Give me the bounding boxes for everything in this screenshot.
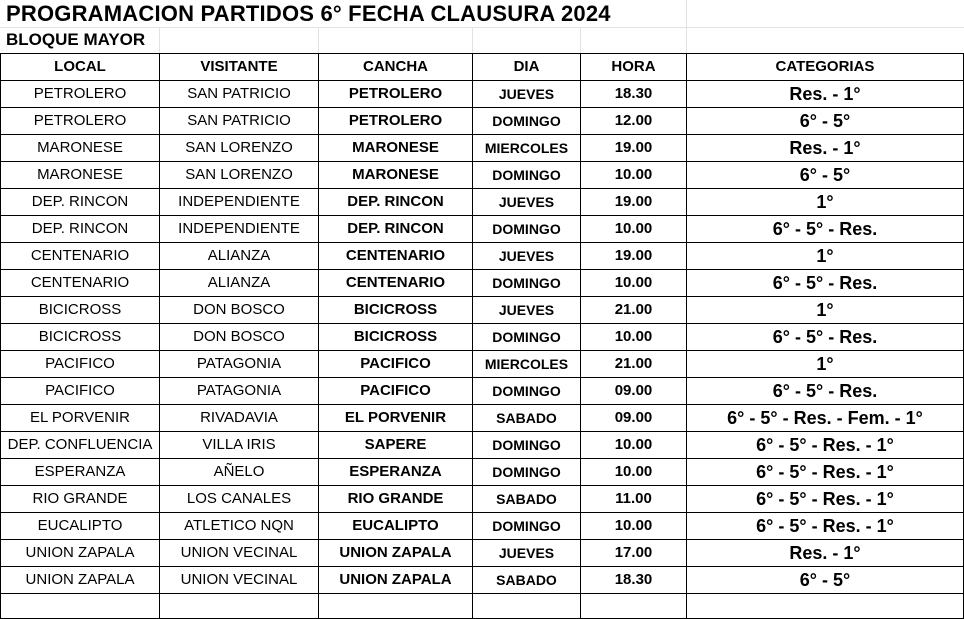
local-cell[interactable]: PETROLERO [1,108,160,135]
gridline [686,27,687,53]
table-row [1,351,964,378]
table-row [1,432,964,459]
local-cell[interactable]: UNION ZAPALA [1,540,160,567]
local-cell[interactable]: CENTENARIO [1,243,160,270]
hora-cell[interactable]: 19.00 [581,135,687,162]
table-row [1,81,964,108]
table-row [1,324,964,351]
categorias-cell[interactable]: 6° - 5° - Res. - 1° [687,432,964,459]
categorias-cell[interactable]: 6° - 5° - Res. - 1° [687,459,964,486]
categorias-cell[interactable]: 6° - 5° - Res. [687,270,964,297]
visitante-cell[interactable]: ALIANZA [160,270,319,297]
categorias-cell[interactable]: Res. - 1° [687,135,964,162]
cancha-cell[interactable]: EL PORVENIR [319,405,473,432]
cancha-cell[interactable]: PETROLERO [319,108,473,135]
categorias-cell[interactable]: 6° - 5° [687,567,964,594]
visitante-cell[interactable]: SAN LORENZO [160,135,319,162]
visitante-cell[interactable]: INDEPENDIENTE [160,216,319,243]
categorias-cell[interactable]: 6° - 5° - Res. [687,324,964,351]
empty-cell[interactable] [581,594,687,619]
column-header-local[interactable]: LOCAL [1,54,160,81]
gridline [686,0,687,27]
dia-cell[interactable]: MIERCOLES [473,351,581,378]
dia-cell[interactable]: DOMINGO [473,162,581,189]
visitante-cell[interactable]: SAN LORENZO [160,162,319,189]
categorias-cell[interactable]: 1° [687,189,964,216]
column-header-hora[interactable]: HORA [581,54,687,81]
local-cell[interactable]: EL PORVENIR [1,405,160,432]
table-row [1,486,964,513]
visitante-cell[interactable]: DON BOSCO [160,297,319,324]
visitante-cell[interactable]: DON BOSCO [160,324,319,351]
categorias-cell[interactable]: 6° - 5° - Res. - 1° [687,513,964,540]
page-subtitle: BLOQUE MAYOR [6,30,146,49]
local-cell[interactable]: PACIFICO [1,378,160,405]
categorias-cell[interactable]: 6° - 5° - Res. [687,216,964,243]
table-row [1,243,964,270]
table-row [1,162,964,189]
gridline [318,27,319,53]
schedule-table [0,53,964,619]
local-cell[interactable]: ESPERANZA [1,459,160,486]
visitante-cell[interactable]: VILLA IRIS [160,432,319,459]
cancha-cell[interactable]: PACIFICO [319,351,473,378]
local-cell[interactable]: MARONESE [1,162,160,189]
hora-cell[interactable]: 09.00 [581,405,687,432]
dia-cell[interactable]: DOMINGO [473,378,581,405]
dia-cell[interactable]: DOMINGO [473,432,581,459]
hora-cell[interactable]: 11.00 [581,486,687,513]
cancha-cell[interactable]: PACIFICO [319,378,473,405]
dia-cell[interactable]: JUEVES [473,189,581,216]
cancha-cell[interactable]: ESPERANZA [319,459,473,486]
empty-cell[interactable] [473,594,581,619]
dia-cell[interactable]: DOMINGO [473,216,581,243]
local-cell[interactable]: PETROLERO [1,81,160,108]
table-row [1,567,964,594]
cancha-cell[interactable]: CENTENARIO [319,243,473,270]
dia-cell[interactable]: DOMINGO [473,324,581,351]
local-cell[interactable]: BICICROSS [1,297,160,324]
categorias-cell[interactable]: 6° - 5° - Res. [687,378,964,405]
table-row [1,108,964,135]
cancha-cell[interactable]: UNION ZAPALA [319,540,473,567]
cancha-cell[interactable]: SAPERE [319,432,473,459]
local-cell[interactable]: RIO GRANDE [1,486,160,513]
visitante-cell[interactable]: UNION VECINAL [160,567,319,594]
cancha-cell[interactable]: MARONESE [319,162,473,189]
visitante-cell[interactable]: PATAGONIA [160,378,319,405]
categorias-cell[interactable]: 6° - 5° [687,108,964,135]
table-row [1,270,964,297]
hora-cell[interactable]: 21.00 [581,351,687,378]
table-body [1,81,964,619]
header-row [1,54,964,81]
page-title: PROGRAMACION PARTIDOS 6° FECHA CLAUSURA 2024 [6,1,611,26]
table-row [1,216,964,243]
table-row [1,540,964,567]
local-cell[interactable]: BICICROSS [1,324,160,351]
categorias-cell[interactable]: 1° [687,297,964,324]
visitante-cell[interactable]: SAN PATRICIO [160,108,319,135]
dia-cell[interactable]: JUEVES [473,81,581,108]
visitante-cell[interactable]: INDEPENDIENTE [160,189,319,216]
dia-cell[interactable]: SABADO [473,567,581,594]
cancha-cell[interactable]: UNION ZAPALA [319,567,473,594]
dia-cell[interactable]: DOMINGO [473,270,581,297]
hora-cell[interactable]: 10.00 [581,513,687,540]
cancha-cell[interactable]: RIO GRANDE [319,486,473,513]
hora-cell[interactable]: 21.00 [581,297,687,324]
empty-cell[interactable] [160,594,319,619]
column-header-dia[interactable]: DIA [473,54,581,81]
cancha-cell[interactable]: PETROLERO [319,81,473,108]
visitante-cell[interactable]: LOS CANALES [160,486,319,513]
cancha-cell[interactable]: EUCALIPTO [319,513,473,540]
categorias-cell[interactable]: 6° - 5° [687,162,964,189]
empty-row [1,594,964,619]
cancha-cell[interactable]: CENTENARIO [319,270,473,297]
empty-cell[interactable] [1,594,160,619]
categorias-cell[interactable]: 6° - 5° - Res. - Fem. - 1° [687,405,964,432]
hora-cell[interactable]: 10.00 [581,270,687,297]
visitante-cell[interactable]: PATAGONIA [160,351,319,378]
local-cell[interactable]: EUCALIPTO [1,513,160,540]
cancha-cell[interactable]: BICICROSS [319,297,473,324]
dia-cell[interactable]: DOMINGO [473,459,581,486]
table-row [1,405,964,432]
hora-cell[interactable]: 10.00 [581,432,687,459]
hora-cell[interactable]: 12.00 [581,108,687,135]
visitante-cell[interactable]: AÑELO [160,459,319,486]
local-cell[interactable]: CENTENARIO [1,270,160,297]
dia-cell[interactable]: JUEVES [473,540,581,567]
categorias-cell[interactable]: Res. - 1° [687,81,964,108]
empty-cell[interactable] [687,594,964,619]
hora-cell[interactable]: 09.00 [581,378,687,405]
table-row [1,378,964,405]
visitante-cell[interactable]: ATLETICO NQN [160,513,319,540]
gridline [472,27,473,53]
hora-cell[interactable]: 19.00 [581,189,687,216]
table-row [1,189,964,216]
dia-cell[interactable]: JUEVES [473,297,581,324]
table-row [1,513,964,540]
visitante-cell[interactable]: UNION VECINAL [160,540,319,567]
visitante-cell[interactable]: ALIANZA [160,243,319,270]
hora-cell[interactable]: 18.30 [581,567,687,594]
hora-cell[interactable]: 19.00 [581,243,687,270]
gridline [159,27,160,53]
dia-cell[interactable]: SABADO [473,405,581,432]
hora-cell[interactable]: 10.00 [581,162,687,189]
table-row [1,135,964,162]
hora-cell[interactable]: 17.00 [581,540,687,567]
local-cell[interactable]: UNION ZAPALA [1,567,160,594]
local-cell[interactable]: PACIFICO [1,351,160,378]
visitante-cell[interactable]: SAN PATRICIO [160,81,319,108]
cancha-cell[interactable]: DEP. RINCON [319,189,473,216]
gridline [580,27,581,53]
hora-cell[interactable]: 18.30 [581,81,687,108]
cancha-cell[interactable]: MARONESE [319,135,473,162]
column-header-cancha[interactable]: CANCHA [319,54,473,81]
visitante-cell[interactable]: RIVADAVIA [160,405,319,432]
local-cell[interactable]: DEP. RINCON [1,216,160,243]
categorias-cell[interactable]: 6° - 5° - Res. - 1° [687,486,964,513]
categorias-cell[interactable]: 1° [687,243,964,270]
cancha-cell[interactable]: BICICROSS [319,324,473,351]
categorias-cell[interactable]: Res. - 1° [687,540,964,567]
hora-cell[interactable]: 10.00 [581,216,687,243]
table-row [1,459,964,486]
table-row [1,297,964,324]
column-header-categorias[interactable]: CATEGORIAS [687,54,964,81]
hora-cell[interactable]: 10.00 [581,324,687,351]
categorias-cell[interactable]: 1° [687,351,964,378]
local-cell[interactable]: DEP. CONFLUENCIA [1,432,160,459]
hora-cell[interactable]: 10.00 [581,459,687,486]
cancha-cell[interactable]: DEP. RINCON [319,216,473,243]
column-header-visitante[interactable]: VISITANTE [160,54,319,81]
local-cell[interactable]: DEP. RINCON [1,189,160,216]
dia-cell[interactable]: JUEVES [473,243,581,270]
local-cell[interactable]: MARONESE [1,135,160,162]
dia-cell[interactable]: DOMINGO [473,108,581,135]
empty-cell[interactable] [319,594,473,619]
dia-cell[interactable]: SABADO [473,486,581,513]
dia-cell[interactable]: DOMINGO [473,513,581,540]
dia-cell[interactable]: MIERCOLES [473,135,581,162]
